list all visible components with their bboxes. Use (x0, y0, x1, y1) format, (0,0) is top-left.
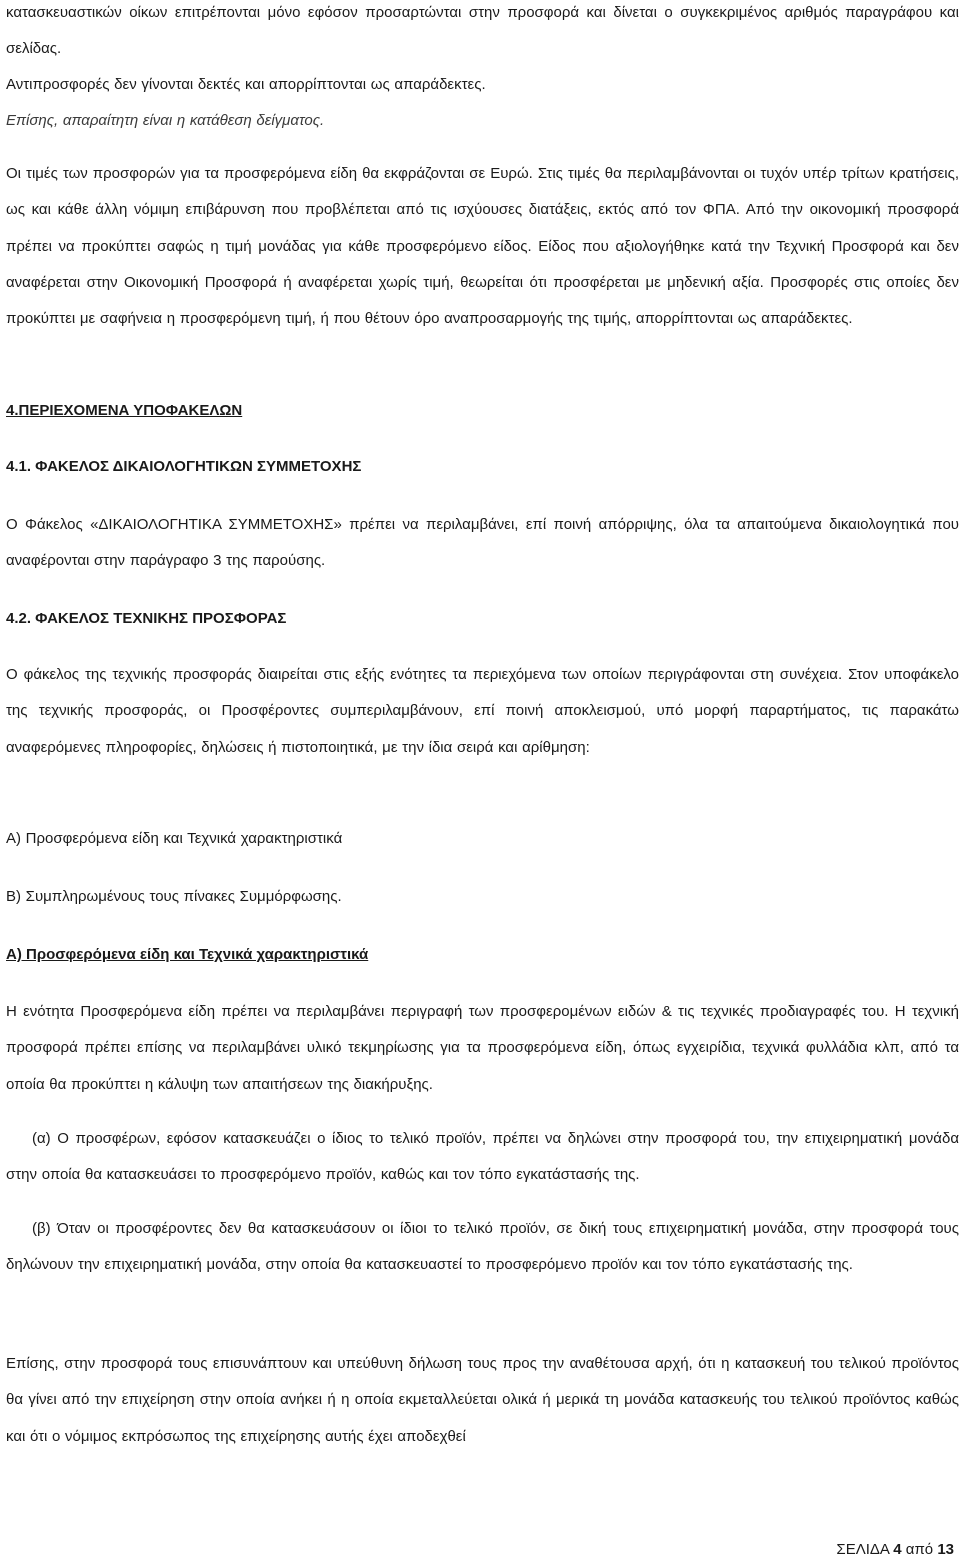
paragraph-sample-required: Επίσης, απαραίτητη είναι η κατάθεση δείγματος. (6, 112, 325, 129)
paragraph-participation-docs: Ο Φάκελος «ΔΙΚΑΙΟΛΟΓΗΤΙΚΑ ΣΥΜΜΕΤΟΧΗΣ» πρέπει να περιλαμβάνει, επί ποινή απόρριψης, όλα τα απαιτούμενα δικαιολογητικά που αναφέρονται στην παράγραφο 3 της παρούσης. (6, 516, 959, 570)
list-item-a: Α) Προσφερόμενα είδη και Τεχνικά χαρακτηριστικά (6, 830, 343, 847)
paragraph-prices: Οι τιμές των προσφορών για τα προσφερόμενα είδη θα εκφράζονται σε Ευρώ. Στις τιμές θα περιλαμβάνονται οι τυχόν υπέρ τρίτων κρατήσεις, ως και κάθε άλλη νόμιμη επιβάρυνση που προβλέπεται από τις ισχύουσες διατάξεις, εκτός από τον ΦΠΑ. Από την οικονομική προσφορά πρέπει να προκύπτει σαφώς η τιμή μονάδας για κάθε προσφερόμενο είδος. Είδος που αξιολογήθηκε κατά την Τεχνική Προσφορά και δεν αναφέρεται στην Οικονομική Προσφορά ή αναφέρεται χωρίς τιμή, θεωρείται ότι προσφέρεται με μηδενική αξία. Προσφορές στις οποίες δεν προκύπτει με σαφήνεια η προσφερόμενη τιμή, ή που θέτουν όρο αναπροσαρμογής της τιμής, απορρίπτονται ως απαράδεκτες. (6, 165, 959, 328)
paragraph-declaration: Επίσης, στην προσφορά τους επισυνάπτουν και υπεύθυνη δήλωση τους προς την αναθέτουσα αρχή, ότι η κατασκευή του τελικού προϊόντος θα γίνει από την επιχείρηση στην οποία ανήκει ή η οποία εκμεταλλεύεται ολικά ή μερικά τη μονάδα κατασκευής του τελικού προϊόντος καθώς και ότι ο νόμιμος εκπρόσωπος της επιχείρησης αυτής έχει αποδεχθεί (6, 1355, 959, 1445)
paragraph-offered-items: Η ενότητα Προσφερόμενα είδη πρέπει να περιλαμβάνει περιγραφή των προσφερομένων ειδών & τις τεχνικές προδιαγραφές του. Η τεχνική προσφορά πρέπει επίσης να περιλαμβάνει υλικό τεκμηρίωσης για τα προσφερόμενα είδη, όπως εγχειρίδια, τεχνικά φυλλάδια κλπ, από τα οποία θα προκύπτει η κάλυψη των απαιτήσεων της διακήρυξης. (6, 1003, 959, 1093)
page-label: ΣΕΛΙΔΑ (836, 1541, 894, 1558)
paragraph-technical-offer: Ο φάκελος της τεχνικής προσφοράς διαιρείται στις εξής ενότητες τα περιεχόμενα των οποίων περιγράφονται στη συνέχεια. Στον υποφάκελο της τεχνικής προσφοράς, οι Προσφέροντες συμπεριλαμβάνουν, επί ποινή αποκλεισμού, υπό μορφή παραρτήματος, τις παρακάτω αναφερόμενες πληροφορίες, δηλώσεις ή πιστοποιητικά, με την ίδια σειρά και αρίθμηση: (6, 666, 959, 756)
section-heading-4-2: 4.2. ΦΑΚΕΛΟΣ ΤΕΧΝΙΚΗΣ ΠΡΟΣΦΟΡΑΣ (6, 610, 287, 627)
total-pages-number: 13 (937, 1541, 954, 1558)
subsection-heading-a: Α) Προσφερόμενα είδη και Τεχνικά χαρακτηριστικά (6, 946, 369, 963)
page-of-label: από (901, 1541, 938, 1558)
section-heading-4: 4.ΠΕΡΙΕΧΟΜΕΝΑ ΥΠΟΦΑΚΕΛΩΝ (6, 402, 243, 419)
paragraph-counteroffers: Αντιπροσφορές δεν γίνονται δεκτές και απορρίπτονται ως απαράδεκτες. (6, 76, 486, 93)
current-page-number: 4 (893, 1541, 902, 1558)
section-heading-4-1: 4.1. ΦΑΚΕΛΟΣ ΔΙΚΑΙΟΛΟΓΗΤΙΚΩΝ ΣΥΜΜΕΤΟΧΗΣ (6, 458, 362, 475)
paragraph-manufacturer-b: (β) Όταν οι προσφέροντες δεν θα κατασκευάσουν οι ίδιοι το τελικό προϊόν, σε δική τους επιχειρηματική μονάδα, στην προσφορά τους δηλώνουν την επιχειρηματική μονάδα, στην οποία θα κατασκευαστεί το προσφερόμενο προϊόν και τον τόπο εγκατάστασής της. (6, 1220, 959, 1274)
list-item-b: Β) Συμπληρωμένους τους πίνακες Συμμόρφωσης. (6, 888, 342, 905)
paragraph-references: κατασκευαστικών οίκων επιτρέπονται μόνο εφόσον προσαρτώνται στην προσφορά και δίνεται ο συγκεκριμένος αριθμός παραγράφου και σελίδας. (6, 4, 959, 58)
page-number-footer (836, 1541, 954, 1558)
paragraph-manufacturer-a: (α) Ο προσφέρων, εφόσον κατασκευάζει ο ίδιος το τελικό προϊόν, πρέπει να δηλώνει στην προσφορά του, την επιχειρηματική μονάδα στην οποία θα κατασκευάσει το προσφερόμενο προϊόν, καθώς και τον τόπο εγκατάστασής της. (6, 1130, 959, 1184)
